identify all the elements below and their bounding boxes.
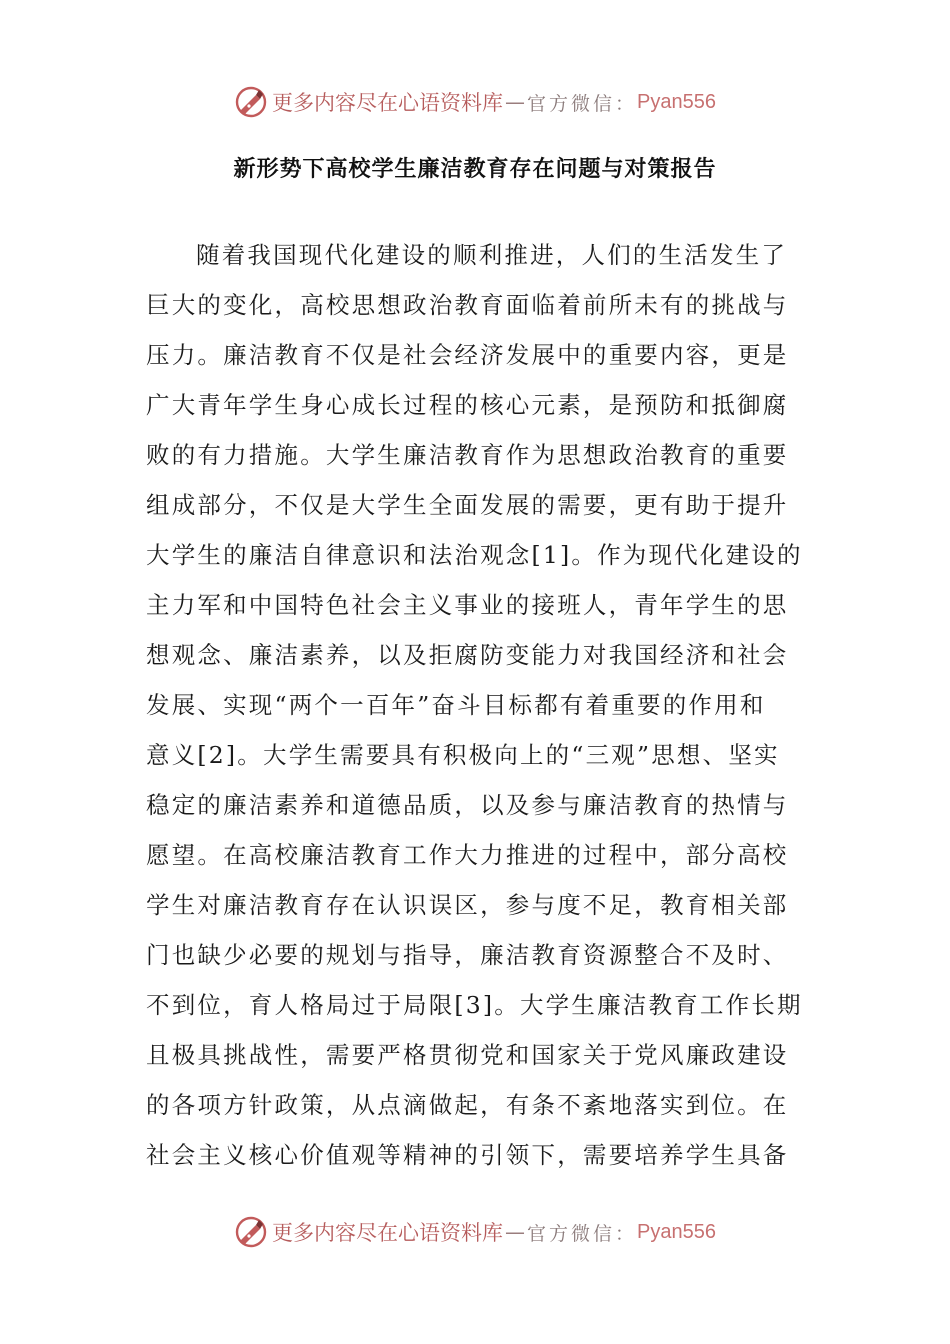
pen-nib-logo-icon xyxy=(234,1215,268,1249)
paragraph-line: 意义[2]。大学生需要具有积极向上的“三观”思想、坚实 xyxy=(146,741,780,769)
paragraph-line: 主力军和中国特色社会主义事业的接班人，青年学生的思 xyxy=(146,591,789,619)
document-title: 新形势下高校学生廉洁教育存在问题与对策报告 xyxy=(233,157,717,182)
banner-wechat-label: 官方微信： xyxy=(527,1222,638,1245)
paragraph-line: 巨大的变化，高校思想政治教育面临着前所未有的挑战与 xyxy=(146,291,789,319)
paragraph-line: 门也缺少必要的规划与指导，廉洁教育资源整合不及时、 xyxy=(146,941,789,969)
header-banner xyxy=(0,82,950,122)
paragraph-line: 想观念、廉洁素养，以及拒腐防变能力对我国经济和社会 xyxy=(146,641,789,669)
paragraph-line: 大学生的廉洁自律意识和法治观念[1]。作为现代化建设的 xyxy=(146,541,803,569)
paragraph-line: 广大青年学生身心成长过程的核心元素，是预防和抵御腐 xyxy=(146,391,789,419)
paragraph-line: 愿望。在高校廉洁教育工作大力推进的过程中，部分高校 xyxy=(146,841,789,869)
paragraph-line: 组成部分，不仅是大学生全面发展的需要，更有助于提升 xyxy=(146,491,789,519)
paragraph-line: 的各项方针政策，从点滴做起，有条不紊地落实到位。在 xyxy=(146,1091,789,1119)
banner-wechat-id: Pyan556 xyxy=(637,1220,716,1243)
paragraph-line: 随着我国现代化建设的顺利推进，人们的生活发生了 xyxy=(196,241,788,269)
paragraph-line: 发展、实现“两个一百年”奋斗目标都有着重要的作用和 xyxy=(146,691,766,719)
banner-dash: — xyxy=(505,90,525,114)
paragraph-line: 学生对廉洁教育存在认识误区，参与度不足，教育相关部 xyxy=(146,891,789,919)
banner-main-text: 更多内容尽在心语资料库 xyxy=(272,1221,503,1245)
banner-dash: — xyxy=(505,1220,525,1244)
banner-main-text: 更多内容尽在心语资料库 xyxy=(272,91,503,115)
footer-banner xyxy=(0,1212,950,1252)
paragraph-line: 不到位，育人格局过于局限[3]。大学生廉洁教育工作长期 xyxy=(146,991,803,1019)
paragraph-line: 败的有力措施。大学生廉洁教育作为思想政治教育的重要 xyxy=(146,441,789,469)
pen-nib-logo-icon xyxy=(234,85,268,119)
paragraph-line: 压力。廉洁教育不仅是社会经济发展中的重要内容，更是 xyxy=(146,341,789,369)
paragraph-line: 稳定的廉洁素养和道德品质，以及参与廉洁教育的热情与 xyxy=(146,791,789,819)
banner-wechat-label: 官方微信： xyxy=(527,92,638,115)
paragraph-line: 且极具挑战性，需要严格贯彻党和国家关于党风廉政建设 xyxy=(146,1041,789,1069)
document-body-paragraph xyxy=(146,230,802,1180)
banner-wechat-id: Pyan556 xyxy=(637,90,716,113)
paragraph-line: 社会主义核心价值观等精神的引领下，需要培养学生具备 xyxy=(146,1141,789,1169)
